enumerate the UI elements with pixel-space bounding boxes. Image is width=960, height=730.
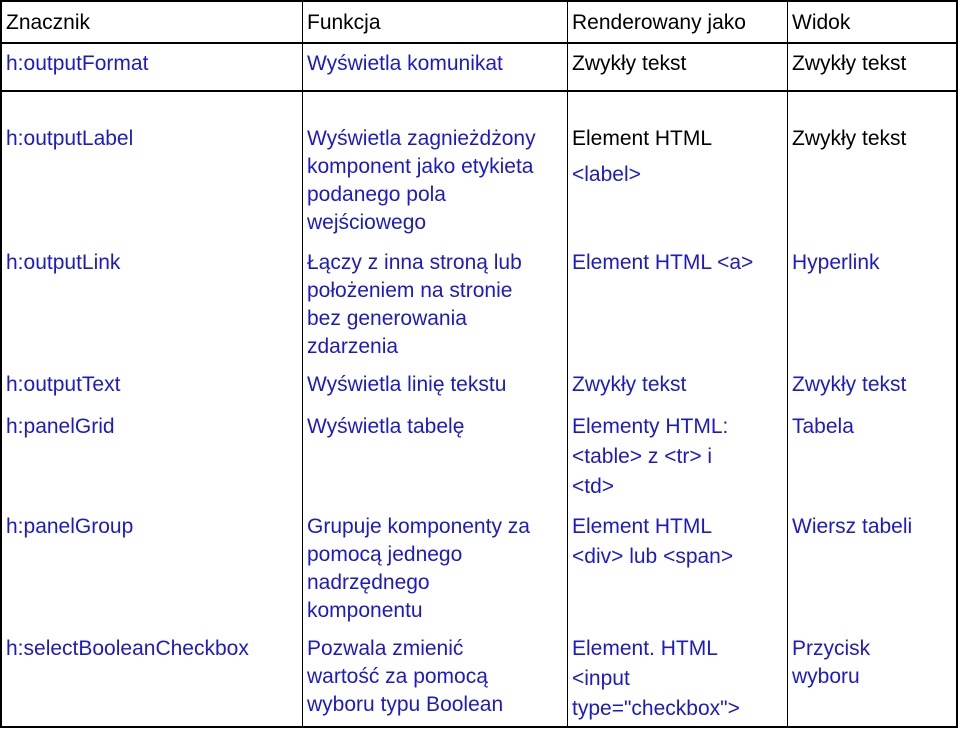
view-cell: Wiersz tabeli [792,515,913,538]
view-cell: Hyperlink [792,251,880,274]
tag-cell: h:outputFormat [6,52,149,75]
function-cell: Grupuje komponenty za pomocą jednego nadrzędnego komponentu [307,515,530,622]
tag-cell: h:outputText [6,373,121,396]
rendered-cell: Elementy HTML: <table> z <tr> i <td> [572,415,729,498]
header-divider [2,42,956,44]
view-cell: Zwykły tekst [792,52,907,75]
rendered-cell: Element. HTML <input type="checkbox"> [572,637,740,720]
header-funkcja: Funkcja [307,11,381,34]
row-divider [2,90,956,92]
rendered-cell: Zwykły tekst [572,373,687,396]
tag-cell: h:panelGrid [6,415,115,438]
header-znacznik: Znacznik [6,11,91,34]
rendered-cell: Element HTML <a> [572,251,754,274]
tag-cell: h:outputLabel [6,127,134,150]
function-cell: Wyświetla zagnieżdżony komponent jako etykieta podanego pola wejściowego [307,127,536,234]
function-cell: Łączy z inna stroną lub położeniem na stronie bez generowania zdarzenia [307,251,522,358]
column-divider [787,2,788,726]
function-cell: Pozwala zmienić wartość za pomocą wyboru typu Boolean [307,637,504,716]
rendered-cell: Element HTML <div> lub <span> [572,515,734,568]
view-cell: Przycisk wyboru [792,637,871,688]
tag-cell: h:selectBooleanCheckbox [6,637,249,660]
view-cell: Tabela [792,415,854,438]
view-cell: Zwykły tekst [792,373,907,396]
header-renderowany-jako: Renderowany jako [572,11,746,34]
function-cell: Wyświetla komunikat [307,52,503,75]
rendered-cell: Element HTML <label> [572,127,713,186]
view-cell: Zwykły tekst [792,127,907,150]
header-widok: Widok [792,11,851,34]
tag-cell: h:outputLink [6,251,121,274]
tag-cell: h:panelGroup [6,515,134,538]
function-cell: Wyświetla tabelę [307,415,465,438]
column-divider [567,2,568,726]
rendered-cell: Zwykły tekst [572,52,687,75]
function-cell: Wyświetla linię tekstu [307,373,507,396]
